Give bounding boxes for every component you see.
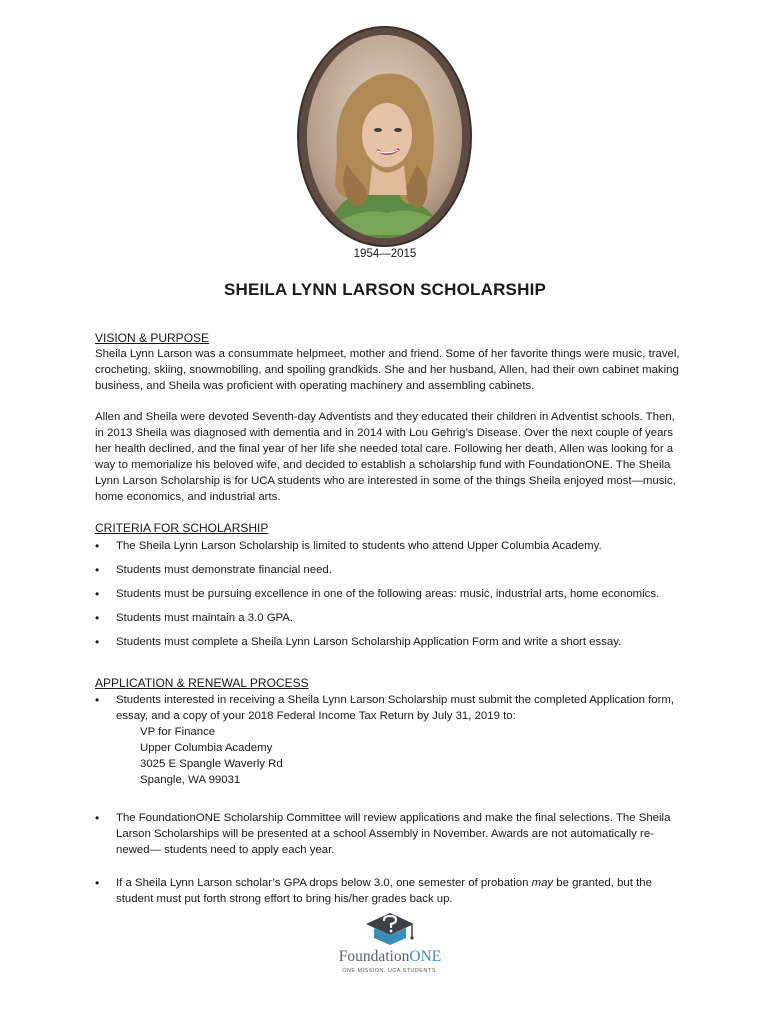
life-years: 1954—2015 xyxy=(353,248,417,260)
emphasis-text: may xyxy=(531,877,554,889)
address-line: 3025 E Spangle Waverly Rd xyxy=(140,758,283,770)
logo-tagline: ONE MISSION. UCA STUDENTS. xyxy=(342,968,438,974)
application-item: • The FoundationONE Scholarship Committee will review applications and make the final selections. The Sheila Larson Scholarships will be presented at a school Assembly in November. Awards are not automatically re-newed— students need to apply each year. xyxy=(95,810,685,858)
graduation-cap-icon xyxy=(330,912,450,950)
portrait-frame xyxy=(299,28,470,245)
application-item xyxy=(95,692,685,788)
criteria-list xyxy=(95,538,685,650)
criteria-item: • Students must be pursuing excellence in one of the following areas: music, industrial arts, home economics. xyxy=(95,586,685,602)
portrait-photo xyxy=(307,35,462,238)
mailing-address xyxy=(116,724,685,788)
vision-heading: VISION & PURPOSE xyxy=(95,331,210,345)
address-line: Spangle, WA 99031 xyxy=(140,774,241,786)
page-title: SHEILA LYNN LARSON SCHOLARSHIP xyxy=(223,280,547,299)
address-line: Upper Columbia Academy xyxy=(140,742,273,754)
criteria-heading: CRITERIA FOR SCHOLARSHIP xyxy=(95,521,269,535)
application-item-text: be granted, but the student must put forth strong effort to bring his/her grades back up. xyxy=(116,877,652,905)
application-item-text: If a Sheila Lynn Larson scholar’s GPA drops below 3.0, one semester of probation xyxy=(116,877,532,889)
logo-wordmark xyxy=(330,948,450,966)
criteria-item: • The Sheila Lynn Larson Scholarship is limited to students who attend Upper Columbia Academy. xyxy=(95,538,685,554)
logo-word-one: ONE xyxy=(409,948,442,965)
criteria-item: • Students must maintain a 3.0 GPA. xyxy=(95,610,685,626)
criteria-item: • Students must demonstrate financial need. xyxy=(95,562,685,578)
application-item xyxy=(95,875,685,907)
vision-paragraph-1: Sheila Lynn Larson was a consummate helpmeet, mother and friend. Some of her favorite things were music, travel, crocheting, skiing, snowmobiling, and spoiling grandkids. She and her husband, Allen, had their own cabinet making business, and Sheila was proficient with operating machinery and assembling cabinets. xyxy=(95,348,680,392)
logo-word-foundation: Foundation xyxy=(338,948,410,965)
application-list xyxy=(95,692,685,907)
criteria-item: • Students must complete a Sheila Lynn Larson Scholarship Application Form and write a short essay. xyxy=(95,634,685,650)
application-item-text: Students interested in receiving a Sheila Lynn Larson Scholarship must submit the completed Application form, essay, and a copy of your 2018 Federal Income Tax Return by July 31, 2019 to: xyxy=(116,694,675,722)
foundationone-logo xyxy=(330,912,450,980)
address-line: VP for Finance xyxy=(140,726,216,738)
portrait-illustration xyxy=(307,35,462,238)
application-heading: APPLICATION & RENEWAL PROCESS xyxy=(95,676,309,690)
vision-paragraph-2: Allen and Sheila were devoted Seventh-day Adventists and they educated their children in Adventist schools. Then, in 2013 Sheila was diagnosed with dementia and in 2014 with Lou Gehrig’s Disease. Over the next couple of years her health declined, and the final year of her life she needed total care. Following her death, Allen was looking for a way to memorialize his beloved wife, and decided to establish a scholarship fund with FoundationONE. The Sheila Lynn Larson Scholarship is for UCA students who are interested in some of the things Sheila enjoyed most—music, home economics, and industrial arts. xyxy=(95,411,676,503)
